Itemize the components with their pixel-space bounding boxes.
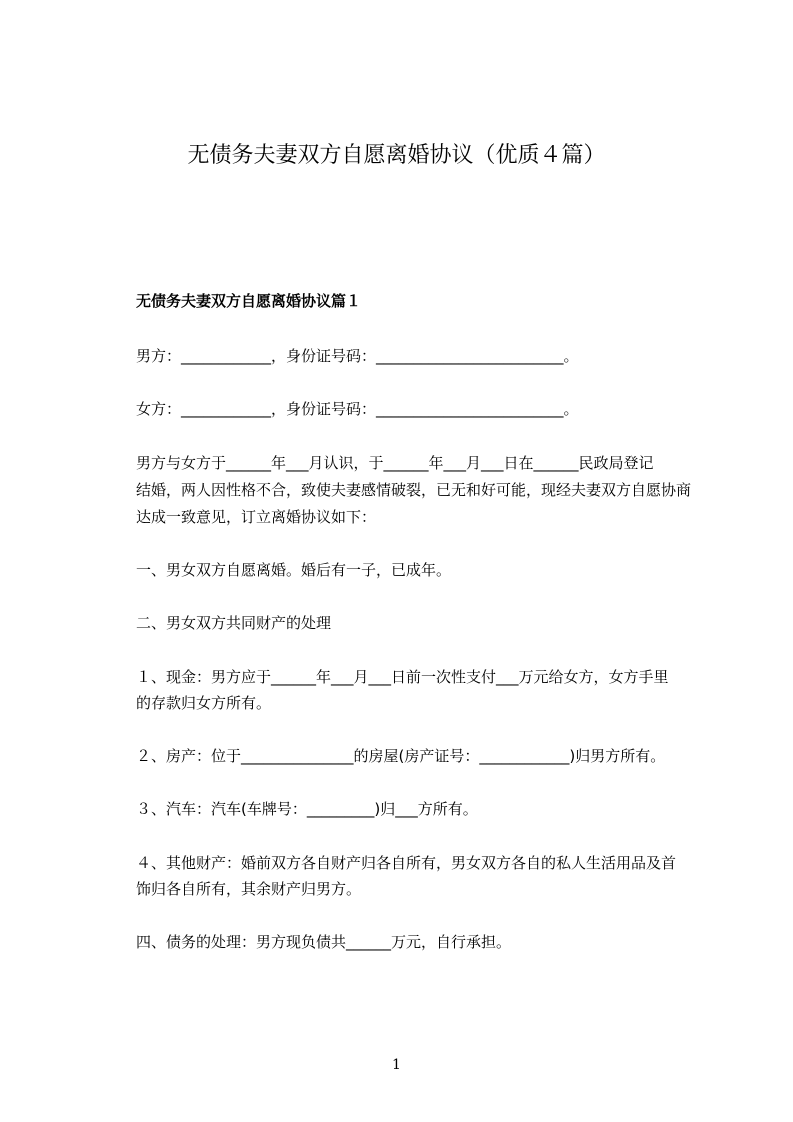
clause-2-4-line-1: ４、其他财产：婚前双方各自财产归各自所有，男女双方各自的私人生活用品及首 (136, 854, 677, 872)
clause-2-2: ２、房产：位于_______________的房屋(房产证号：____________)归男方所有。 (136, 747, 666, 765)
section-heading: 无债务夫妻双方自愿离婚协议篇１ (136, 292, 362, 310)
intro-line-2: 结婚，两人因性格不合，致使夫妻感情破裂，已无和好可能，现经夫妻双方自愿协商 (136, 481, 692, 499)
man-info-line: 男方：____________，身份证号码：_________________________。 (136, 347, 579, 365)
clause-4: 四、债务的处理：男方现负债共______万元，自行承担。 (136, 933, 512, 951)
clause-2-1-line-2: 的存款归女方所有。 (136, 694, 272, 712)
intro-line-1: 男方与女方于______年___月认识，于______年___月___日在______民政局登记 (136, 454, 654, 472)
intro-line-3: 达成一致意见，订立离婚协议如下： (136, 508, 377, 526)
page-number: 1 (392, 1057, 401, 1073)
clause-2-heading: 二、男女双方共同财产的处理 (136, 614, 332, 632)
clause-2-4-line-2: 饰归各自所有，其余财产归男方。 (136, 880, 362, 898)
clause-1: 一、男女双方自愿离婚。婚后有一子，已成年。 (136, 561, 452, 579)
clause-2-1-line-1: １、现金：男方应于______年___月___日前一次性支付___万元给女方，女方手里 (136, 668, 669, 686)
clause-2-3: ３、汽车：汽车(车牌号：_________)归___方所有。 (136, 800, 478, 818)
document-title: 无债务夫妻双方自愿离婚协议（优质４篇） (187, 143, 606, 168)
woman-info-line: 女方：____________，身份证号码：_________________________。 (136, 400, 579, 418)
